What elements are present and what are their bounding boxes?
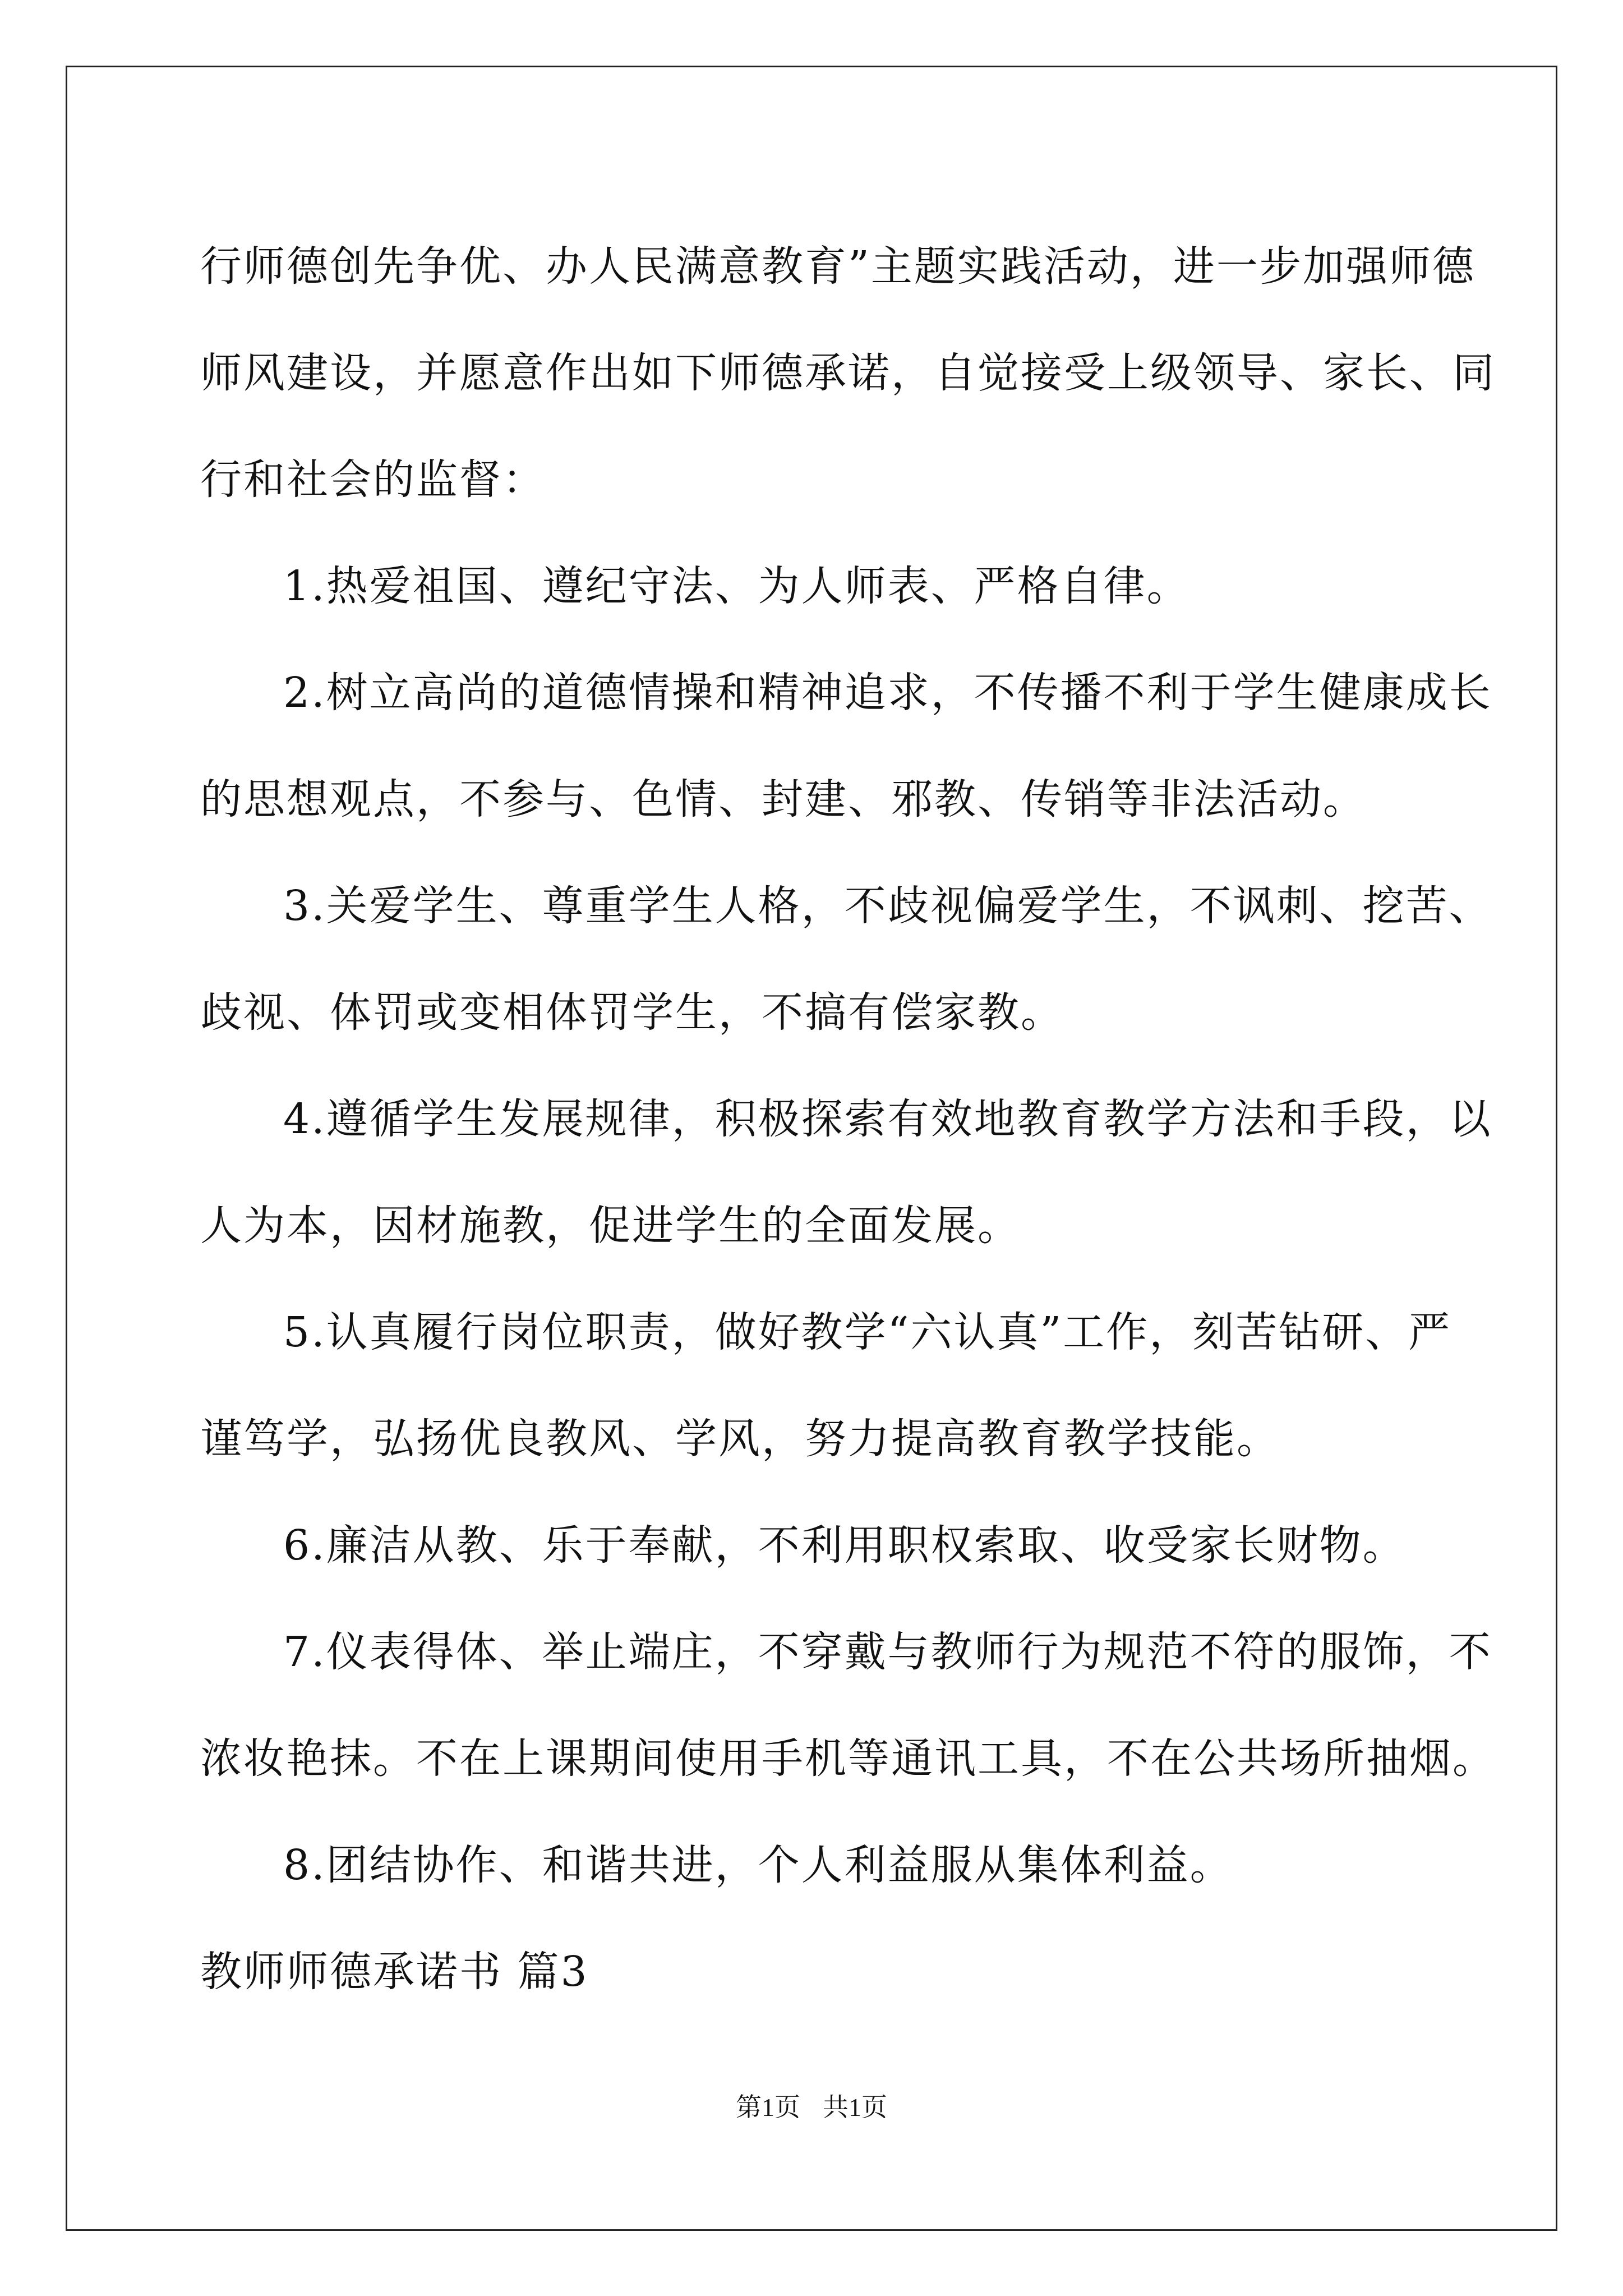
list-item-3-cont: 歧视、体罚或变相体罚学生，不搞有偿家教。 — [200, 988, 1064, 1037]
paragraph-line: 师风建设，并愿意作出如下师德承诺，自觉接受上级领导、家长、同 — [200, 349, 1496, 397]
list-item-7: 7.仪表得体、举止端庄，不穿戴与教师行为规范不符的服饰，不 — [283, 1628, 1492, 1676]
list-item-8: 8.团结协作、和谐共进，个人利益服从集体利益。 — [283, 1841, 1233, 1889]
list-item-5: 5.认真履行岗位职责，做好教学“六认真”工作，刻苦钻研、严 — [283, 1308, 1452, 1356]
page-number: 第1页 — [736, 2093, 800, 2122]
paragraph-line: 行和社会的监督： — [200, 455, 546, 504]
list-item-1: 1.热爱祖国、遵纪守法、为人师表、严格自律。 — [283, 562, 1190, 610]
page-total: 共1页 — [823, 2093, 887, 2122]
page-footer — [0, 2087, 1623, 2124]
list-item-6: 6.廉洁从教、乐于奉献，不利用职权索取、收受家长财物。 — [283, 1521, 1406, 1570]
paragraph-line: 行师德创先争优、办人民满意教育”主题实践活动，进一步加强师德 — [200, 242, 1476, 291]
list-item-2: 2.树立高尚的道德情操和精神追求，不传播不利于学生健康成长 — [283, 669, 1492, 717]
document-body — [200, 213, 1496, 2025]
list-item-4-cont: 人为本，因材施教，促进学生的全面发展。 — [200, 1202, 1021, 1250]
list-item-3: 3.关爱学生、尊重学生人格，不歧视偏爱学生，不讽刺、挖苦、 — [283, 882, 1492, 930]
list-item-2-cont: 的思想观点，不参与、色情、封建、邪教、传销等非法活动。 — [200, 775, 1366, 823]
list-item-7-cont: 浓妆艳抹。不在上课期间使用手机等通讯工具，不在公共场所抽烟。 — [200, 1734, 1496, 1783]
section-heading: 教师师德承诺书 篇3 — [200, 1948, 589, 1996]
list-item-4: 4.遵循学生发展规律，积极探索有效地教育教学方法和手段，以 — [283, 1095, 1492, 1143]
list-item-5-cont: 谨笃学，弘扬优良教风、学风，努力提高教育教学技能。 — [200, 1415, 1280, 1463]
